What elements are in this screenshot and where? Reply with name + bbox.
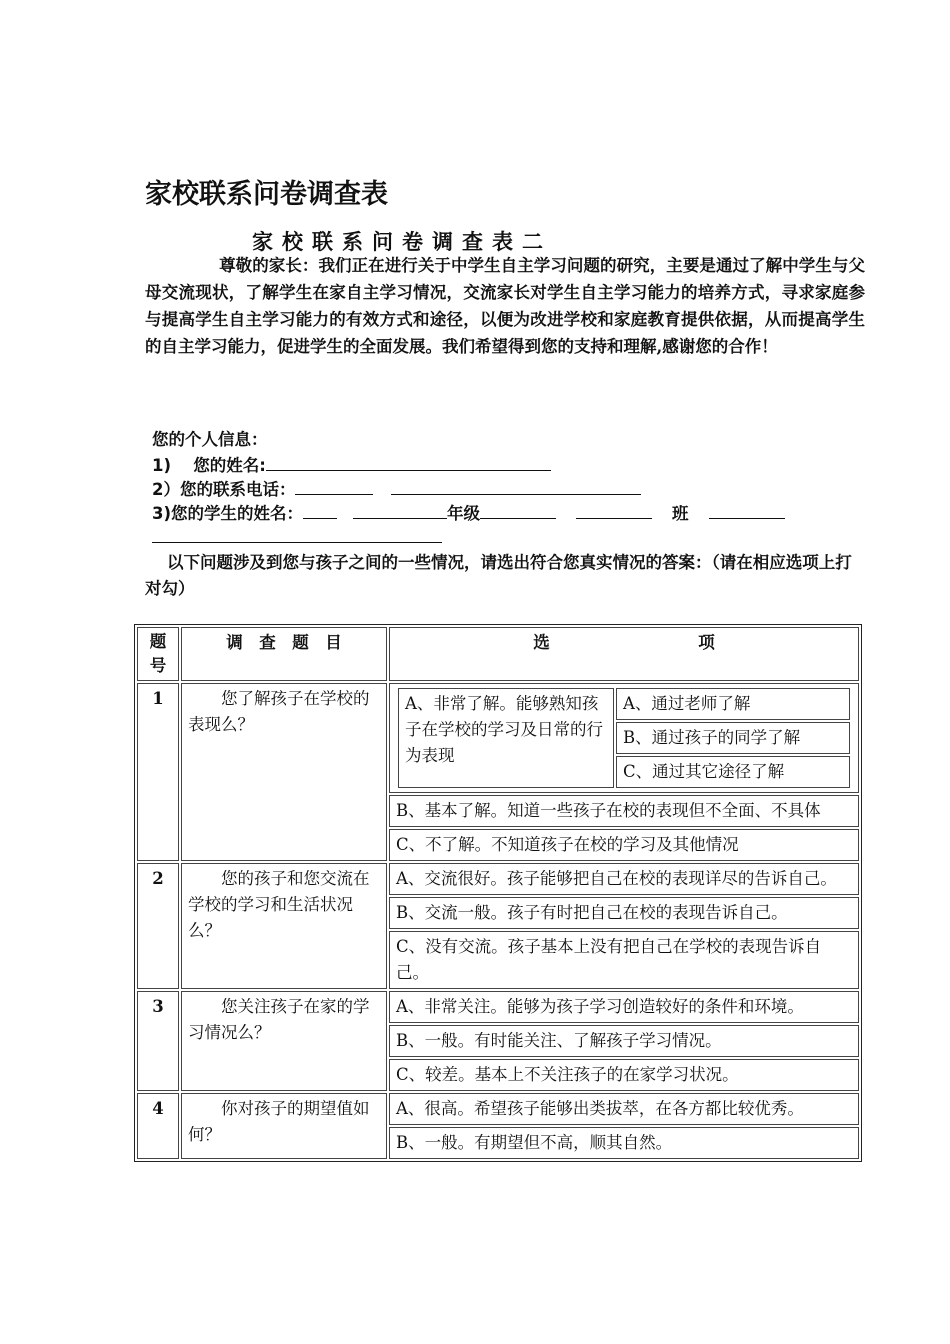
q3-option-b[interactable]: B、一般。有时能关注、了解孩子学习情况。 <box>389 1025 859 1057</box>
student-name-field-2[interactable] <box>353 500 447 519</box>
question-text: 你对孩子的期望值如何？ <box>181 1093 387 1159</box>
grade-field-2[interactable] <box>576 500 652 519</box>
student-row <box>152 500 872 524</box>
survey-table <box>134 624 862 1162</box>
name-field[interactable] <box>266 452 551 471</box>
personal-info-section <box>152 428 872 548</box>
q4-option-a[interactable]: A、很高。希望孩子能够出类拔萃，在各方都比较优秀。 <box>389 1093 859 1125</box>
question-text: 您的孩子和您交流在学校的学习和生活状况么？ <box>181 863 387 989</box>
q2-option-a[interactable]: A、交流很好。孩子能够把自己在校的表现详尽的告诉自己。 <box>389 863 859 895</box>
note-text: 以下问题涉及到您与孩子之间的一些情况，请选出符合您真实情况的答案：（请在相应选项上打对勾） <box>145 553 852 598</box>
student-row-continuation <box>152 524 872 548</box>
q2-option-b[interactable]: B、交流一般。孩子有时把自己在校的表现告诉自己。 <box>389 897 859 929</box>
question-text: 您了解孩子在学校的表现么？ <box>181 683 387 861</box>
student-extra-field[interactable] <box>152 524 442 543</box>
table-row <box>137 991 859 1023</box>
phone-field-2[interactable] <box>391 476 641 495</box>
table-row <box>137 1093 859 1125</box>
q3-option-c[interactable]: C、较差。基本上不关注孩子的在家学习状况。 <box>389 1059 859 1091</box>
q1-option-c[interactable]: C、不了解。不知道孩子在校的学习及其他情况 <box>389 829 859 861</box>
name-row <box>152 452 872 476</box>
student-name-field-1[interactable] <box>303 500 337 519</box>
table-row <box>137 683 859 793</box>
phone-label: 2）您的联系电话： <box>152 480 296 499</box>
header-num: 题号 <box>137 627 179 681</box>
q1-option-a[interactable]: A、非常了解。能够熟知孩子在学校的学习及日常的行为表现 <box>398 688 614 788</box>
q1-option-a-sub-3[interactable]: C、通过其它途径了解 <box>616 756 850 788</box>
q1-option-a-table <box>396 686 852 790</box>
class-label: 班 <box>672 504 689 523</box>
document-title: 家校联系问卷调查表 <box>145 179 388 210</box>
student-label: 3)您的学生的姓名： <box>152 504 304 523</box>
q4-option-b[interactable]: B、一般。有期望但不高，顺其自然。 <box>389 1127 859 1159</box>
question-number: 3 <box>137 991 179 1091</box>
phone-field-1[interactable] <box>295 476 373 495</box>
q1-option-a-sub-2[interactable]: B、通过孩子的同学了解 <box>616 722 850 754</box>
table-header-row <box>137 627 859 681</box>
question-number: 1 <box>137 683 179 861</box>
question-text: 您关注孩子在家的学习情况么？ <box>181 991 387 1091</box>
header-question: 调 查 题 目 <box>181 627 387 681</box>
phone-row <box>152 476 872 500</box>
info-heading: 您的个人信息： <box>152 430 268 449</box>
intro-paragraph <box>145 252 865 360</box>
question-number: 2 <box>137 863 179 989</box>
table-row <box>137 863 859 895</box>
header-options: 选 项 <box>389 627 859 681</box>
q1-option-a-sub-1[interactable]: A、通过老师了解 <box>616 688 850 720</box>
intro-text: 尊敬的家长：我们正在进行关于中学生自主学习问题的研究，主要是通过了解中学生与父母交流现状，了解学生在家自主学习情况，交流家长对学生自主学习能力的培养方式，寻求家庭参与提高学生自主学习能力的有效方式和途径，以便为改进学校和家庭教育提供依据，从而提高学生的自主学习能力，促进学生的全面发展。我们希望得到您的支持和理解,感谢您的合作！ <box>145 256 865 356</box>
class-field[interactable] <box>709 500 785 519</box>
name-label: 1) 您的姓名: <box>152 456 266 475</box>
q1-option-a-cell <box>389 683 859 793</box>
instruction-note <box>145 550 865 602</box>
q3-option-a[interactable]: A、非常关注。能够为孩子学习创造较好的条件和环境。 <box>389 991 859 1023</box>
question-number: 4 <box>137 1093 179 1159</box>
q2-option-c[interactable]: C、没有交流。孩子基本上没有把自己在学校的表现告诉自己。 <box>389 931 859 989</box>
q1-option-b[interactable]: B、基本了解。知道一些孩子在校的表现但不全面、不具体 <box>389 795 859 827</box>
grade-label: 年级 <box>447 504 481 523</box>
document-subtitle: 家校联系问卷调查表二 <box>252 229 552 254</box>
grade-field[interactable] <box>480 500 556 519</box>
